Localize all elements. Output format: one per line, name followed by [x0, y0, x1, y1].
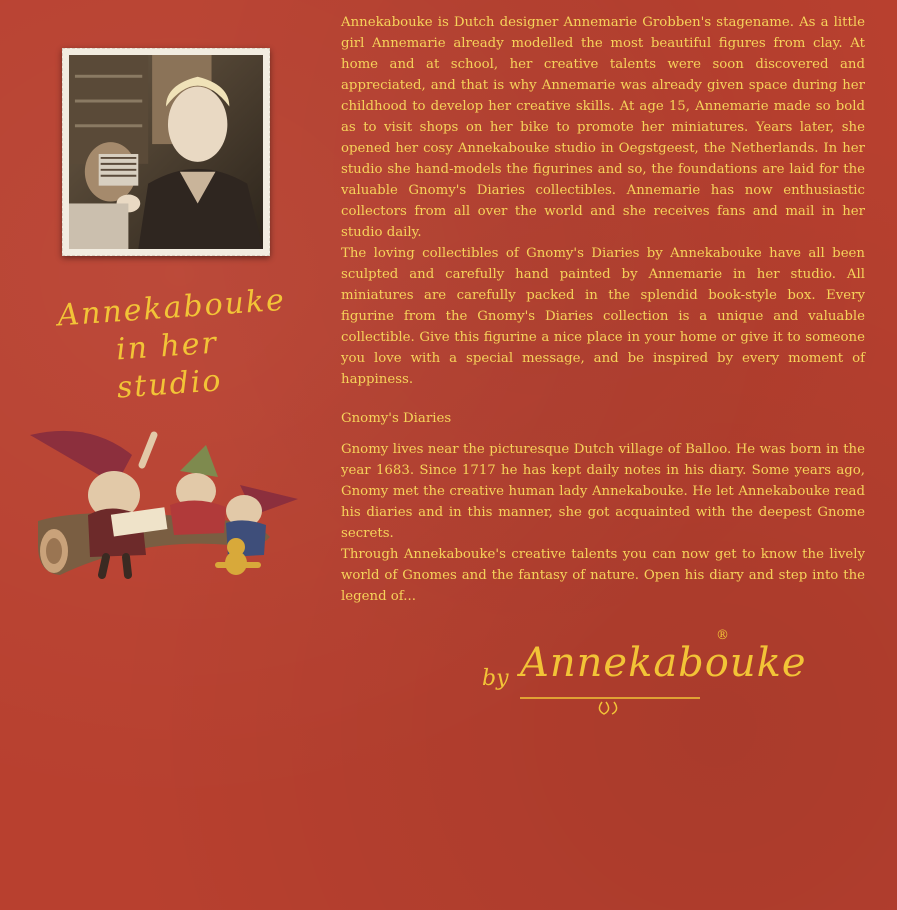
- article-body: [341, 12, 865, 607]
- signature-flourish-icon: [520, 690, 700, 720]
- caption-line-1: Annekabouke: [56, 282, 287, 334]
- paragraph-legend: Through Annekabouke's creative talents you can now get to know the lively world of Gnomes and the fantasy of nature. Open his diary and step into the legend of...: [341, 547, 865, 604]
- spacer: [341, 390, 865, 408]
- caption-line-2: in her studio: [114, 325, 224, 406]
- studio-caption: [56, 282, 287, 412]
- signature-name: Annekabouke: [520, 640, 807, 686]
- portrait-photo-icon: [69, 55, 263, 249]
- portrait-photo: [62, 48, 270, 256]
- paragraph-intro: Annekabouke is Dutch designer Annemarie Grobben's stagename. As a little girl Annemarie already modelled the most beautiful figures from clay. At home and at school, her creative talents were soon discovered and appreciated, and that is why Annemarie was already given space during her childhood to develop her creative skills. At age 15, Annemarie made so bold as to visit shops on her bike to promote her miniatures. Years later, she opened her cosy Annekabouke studio in Oegstgeest, the Netherlands. In her studio she hand-models the figurines and so, the foundations are laid for the valuable Gnomy's Diaries collectibles. Annemarie has now enthusiastic collectors from all over the world and she receives fans and mail in her studio daily.: [341, 15, 865, 240]
- gnome-figurines-icon: [30, 425, 305, 585]
- paragraph-collectibles: The loving collectibles of Gnomy's Diaries by Annekabouke have all been sculpted and carefully hand painted by Annemarie in her studio. All miniatures are carefully packed in the splendid book-style box. Every figurine from the Gnomy's Diaries collection is a unique and valuable collectible. Give this figurine a nice place in your home or give it to someone you love with a special message, and be inspired by every moment of happiness.: [341, 246, 865, 387]
- section-heading: Gnomy's Diaries: [341, 411, 452, 426]
- annekabouke-signature: [480, 628, 807, 728]
- paragraph-gnomy: Gnomy lives near the picturesque Dutch village of Balloo. He was born in the year 1683. Since 1717 he has kept daily notes in his diary. Some years ago, Gnomy met the creative human lady Annekabouke. He let Annekabouke read his diaries and in this manner, she got acquainted with the deepest Gnome secrets.: [341, 442, 865, 541]
- registered-mark: ®: [716, 628, 729, 643]
- signature-by: by: [482, 666, 509, 691]
